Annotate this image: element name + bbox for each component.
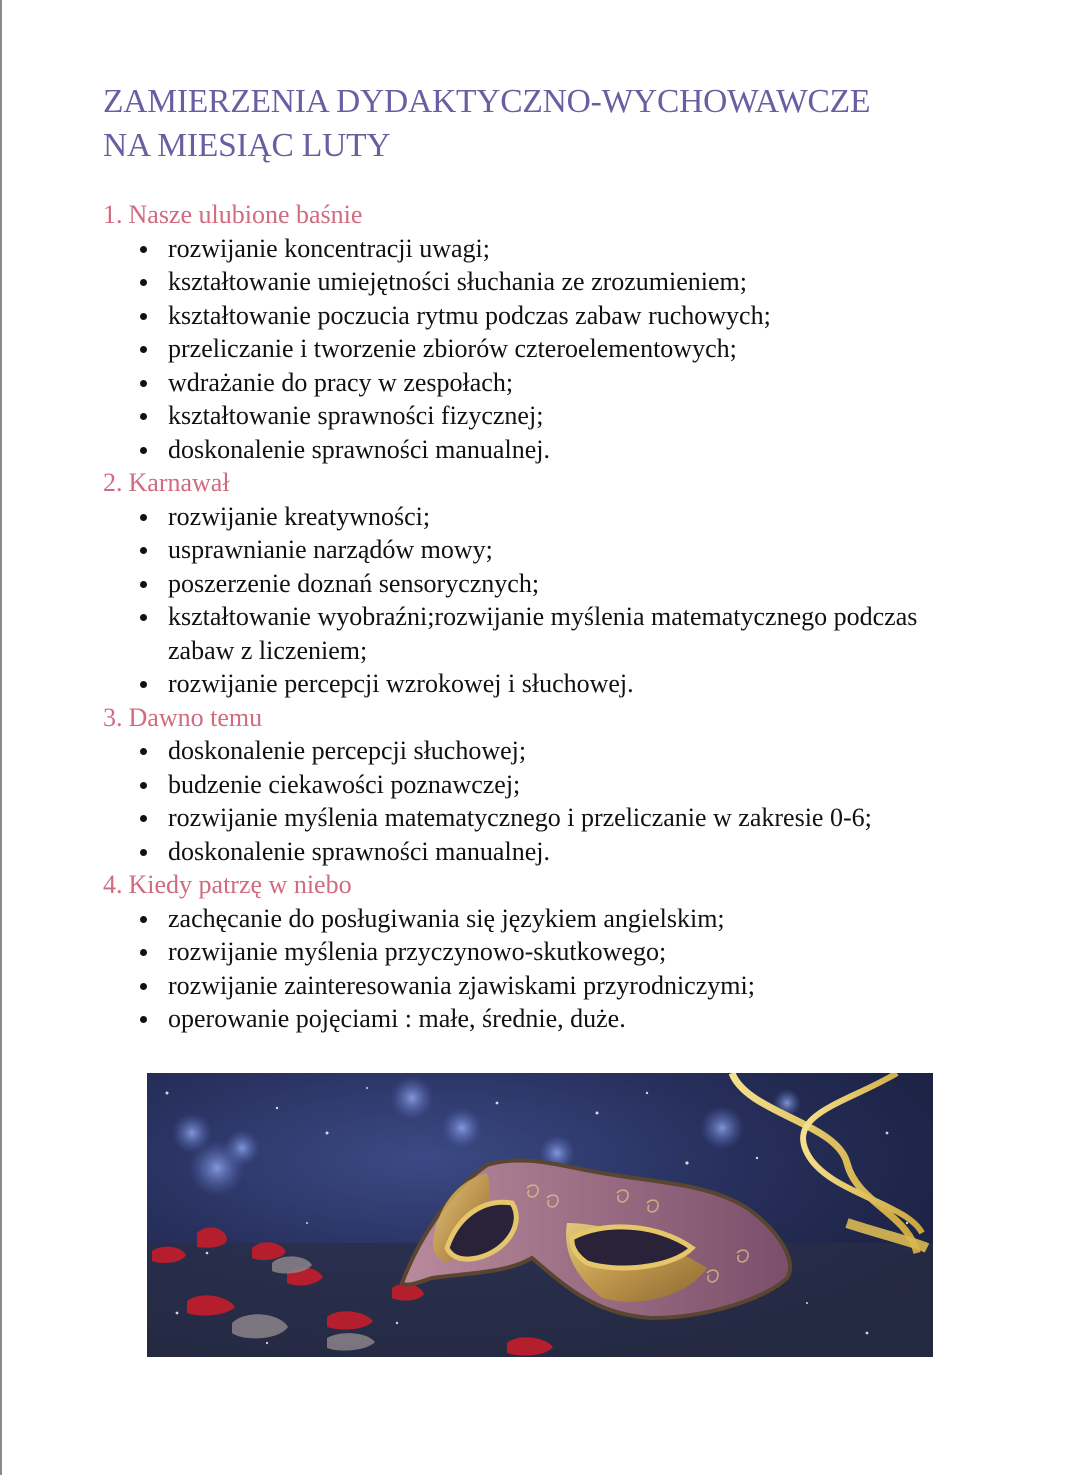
list-item <box>103 567 968 601</box>
item-text: kształtowanie umiejętności słuchania ze zrozumieniem; <box>168 267 748 296</box>
bullet-icon <box>140 514 147 521</box>
item-text: poszerzenie doznań sensorycznych; <box>168 568 540 598</box>
bullet-icon <box>140 614 147 621</box>
list-item <box>103 768 968 802</box>
bullet-icon <box>140 279 147 286</box>
section-nasze-ulubione-basnie <box>103 198 983 466</box>
list-item <box>103 399 968 433</box>
bullet-icon <box>140 849 147 856</box>
page-edge <box>0 0 2 1475</box>
section-heading <box>103 701 983 735</box>
section-heading <box>103 868 983 902</box>
list-item <box>103 533 968 567</box>
section-title: Karnawał <box>128 468 230 497</box>
section-number: 4. <box>103 870 123 899</box>
list-item <box>103 902 968 936</box>
bokeh-light <box>442 1108 482 1148</box>
item-text: doskonalenie sprawności manualnej. <box>168 434 550 464</box>
bokeh-light <box>390 1076 434 1120</box>
bullet-icon <box>140 413 147 420</box>
item-text: rozwijanie koncentracji uwagi; <box>168 233 490 263</box>
bokeh-light <box>700 1106 744 1150</box>
list-item <box>103 734 968 768</box>
section-heading <box>103 466 983 500</box>
section-number: 1. <box>103 200 123 229</box>
section-kiedy-patrze-w-niebo <box>103 868 983 1036</box>
item-text: rozwijanie kreatywności; <box>168 501 431 531</box>
bullet-icon <box>140 313 147 320</box>
list-item <box>103 801 1068 835</box>
item-text: doskonalenie percepcji słuchowej; <box>168 736 527 765</box>
list-item <box>103 332 968 366</box>
list-item <box>103 500 968 534</box>
item-text: doskonalenie sprawności manualnej. <box>168 836 550 866</box>
section-number: 3. <box>103 702 123 732</box>
section-items <box>103 232 983 467</box>
section-title: Nasze ulubione baśnie <box>128 200 363 229</box>
list-item <box>103 265 968 299</box>
title-line-1: ZAMIERZENIA DYDAKTYCZNO-WYCHOWAWCZE <box>103 83 871 120</box>
item-text: kształtowanie poczucia rytmu podczas zabaw ruchowych; <box>168 300 771 330</box>
section-karnawal <box>103 466 983 701</box>
bullet-icon <box>140 983 147 990</box>
list-item <box>103 667 968 701</box>
section-title: Kiedy patrzę w niebo <box>128 870 352 899</box>
bullet-icon <box>140 246 147 253</box>
item-text: rozwijanie myślenia przyczynowo-skutkowego; <box>168 937 667 966</box>
bullet-icon <box>140 949 147 956</box>
title-line-2: NA MIESIĄC LUTY <box>103 127 391 164</box>
bullet-icon <box>140 748 147 755</box>
bokeh-light <box>224 1130 260 1166</box>
bullet-icon <box>140 815 147 822</box>
item-text: rozwijanie myślenia matematycznego i przeliczanie w zakresie 0-6; <box>168 803 872 832</box>
list-item <box>103 969 968 1003</box>
bullet-icon <box>140 380 147 387</box>
item-text: kształtowanie sprawności fizycznej; <box>168 401 544 430</box>
bullet-icon <box>140 681 147 688</box>
bullet-icon <box>140 1016 147 1023</box>
list-item <box>103 935 968 969</box>
item-text: przeliczanie i tworzenie zbiorów czteroelementowych; <box>168 334 737 363</box>
item-text: wdrażanie do pracy w zespołach; <box>168 367 514 397</box>
list-item <box>103 433 968 467</box>
list-item <box>103 232 968 266</box>
bokeh-light <box>172 1113 212 1153</box>
bullet-icon <box>140 447 147 454</box>
section-title: Dawno temu <box>128 702 263 732</box>
bullet-icon <box>140 547 147 554</box>
goals-list <box>103 198 983 1036</box>
bullet-icon <box>140 916 147 923</box>
section-items <box>103 734 983 868</box>
item-text: rozwijanie percepcji wzrokowej i słuchowej. <box>168 669 634 698</box>
section-items <box>103 902 983 1036</box>
item-text: budzenie ciekawości poznawczej; <box>168 769 521 799</box>
bullet-icon <box>140 782 147 789</box>
carnival-mask-photo <box>147 1073 933 1357</box>
list-item <box>103 600 928 667</box>
item-text: kształtowanie wyobraźni;rozwijanie myślenia matematycznego podczas zabaw z liczeniem; <box>168 602 918 665</box>
list-item <box>103 299 968 333</box>
item-text: rozwijanie zainteresowania zjawiskami przyrodniczymi; <box>168 970 755 1000</box>
carnival-mask-illustration <box>147 1073 933 1357</box>
list-item <box>103 366 968 400</box>
section-dawno-temu <box>103 701 983 869</box>
item-text: operowanie pojęciami : małe, średnie, duże. <box>168 1004 626 1033</box>
list-item <box>103 1002 968 1036</box>
list-item <box>103 835 968 869</box>
page-title <box>103 80 870 168</box>
item-text: usprawnianie narządów mowy; <box>168 535 493 564</box>
section-number: 2. <box>103 468 123 497</box>
bullet-icon <box>140 581 147 588</box>
bullet-icon <box>140 346 147 353</box>
item-text: zachęcanie do posługiwania się językiem angielskim; <box>168 903 725 933</box>
section-heading <box>103 198 983 232</box>
section-items <box>103 500 983 701</box>
